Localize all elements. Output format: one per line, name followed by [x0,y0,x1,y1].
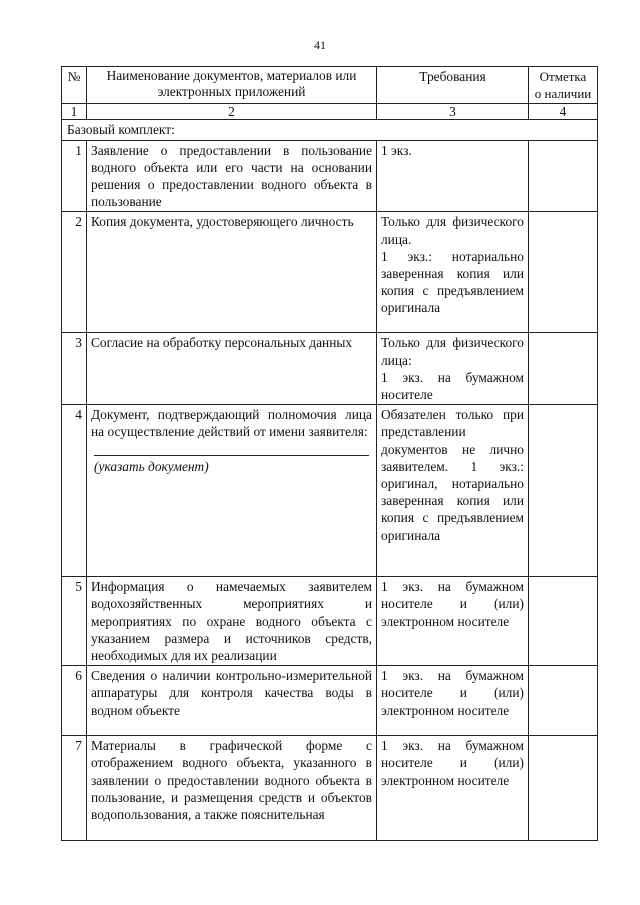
table-row [62,212,598,333]
table-row [62,405,598,577]
page-number: 41 [314,38,326,52]
document-requirements: 1 экз. на бумажном носителе и (или) электронном носителе [377,666,529,736]
section-row [62,120,598,140]
document-name: Сведения о наличии контрольно-измерительной аппаратуры для контроля качества воды в водном объекте [87,666,377,736]
document-name: Копия документа, удостоверяющего личность [87,212,377,333]
document-name: Согласие на обработку персональных данных [87,333,377,405]
mark-cell [529,212,598,333]
document-requirements: 1 экз. на бумажном носителе и (или) электронном носителе [377,736,529,841]
mark-cell [529,333,598,405]
row-number: 5 [62,577,87,666]
document-requirements [377,212,529,333]
document-requirements: 1 экз. [377,140,529,212]
row-number: 3 [62,333,87,405]
header-name: Наименование документов, материалов или электронных приложений [87,67,377,104]
mark-cell [529,140,598,212]
mark-cell [529,405,598,577]
requirements-line: Только для физического лица: [381,335,524,368]
row-number: 6 [62,666,87,736]
mark-cell [529,577,598,666]
column-number: 3 [377,104,529,120]
column-number: 2 [87,104,377,120]
document-requirements [377,333,529,405]
row-number: 1 [62,140,87,212]
header-mark [529,67,598,104]
requirements-line: 1 экз. на бумажном носителе [381,369,524,403]
mark-cell [529,666,598,736]
table-row [62,736,598,841]
document-name: Информация о намечаемых заявителем водохозяйственных мероприятиях и мероприятиях по охране водного объекта с указанием размера и источников средств, необходимых для их реализации [87,577,377,666]
row-number: 4 [62,405,87,577]
table-header-row [62,67,598,104]
document-requirements: Обязателен только при представлении документов не лично заявителем. 1 экз.: оригинал, нотариально заверенная копия или копия с предъявлением оригинала [377,405,529,577]
table-row [62,577,598,666]
column-number: 4 [529,104,598,120]
column-number: 1 [62,104,87,120]
header-number: № [62,67,87,104]
document-name: Документ, подтверждающий полномочия лица на осуществление действий от имени заявителя: [91,407,372,440]
table-row [62,666,598,736]
table-row [62,333,598,405]
table-row [62,140,598,212]
header-mark-line2: о наличии [534,86,592,102]
document-name: Материалы в графической форме с отображением водного объекта, указанного в заявлении о предоставлении водного объекта в пользование, и размещения средств и объектов водопользования, а также пояснительная [87,736,377,841]
header-requirements: Требования [377,67,529,104]
document-hint: (указать документ) [94,455,369,475]
section-title: Базовый комплект: [62,120,598,140]
documents-table [61,66,598,841]
requirements-line: Только для физического лица. [381,214,524,247]
document-name: Заявление о предоставлении в пользование водного объекта или его части на основании решения о предоставлении водного объекта в пользование [87,140,377,212]
document-name-cell [87,405,377,577]
row-number: 7 [62,736,87,841]
row-number: 2 [62,212,87,333]
header-mark-line1: Отметка [539,69,587,84]
document-requirements: 1 экз. на бумажном носителе и (или) электронном носителе [377,577,529,666]
requirements-line: 1 экз.: нотариально заверенная копия или копия с предъявлением оригинала [381,248,524,316]
column-numbers-row [62,104,598,120]
mark-cell [529,736,598,841]
